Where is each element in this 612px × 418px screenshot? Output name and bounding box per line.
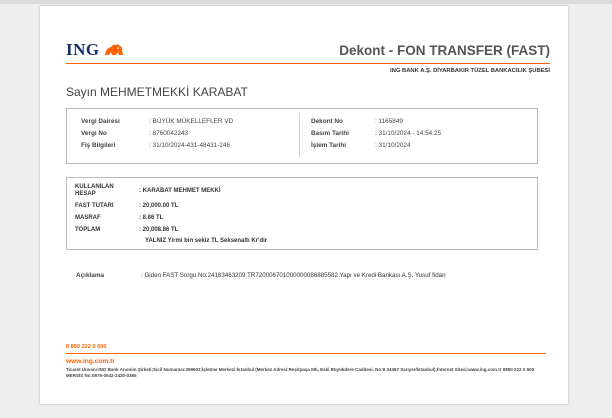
legal-text: Ticaret Ünvanı:ING Bank Anonim Şirketi;Sicil Numarası:269602;İşletme Merkezi:İstanbul (Merkez Adresi:Reşitpaşa Mh, Eski Büyükdere Caddesi, No:8 34467 Sarıyer/İstanbul);İnternet Sitesi:www.ing.com.tr 0850 222 0 600 MERSİS No:0876-0042-2430-0365 [66, 367, 535, 378]
fast-amount-label: FAST TUTARI [75, 203, 114, 209]
info-box [66, 108, 538, 164]
info-value: : 31/10/2024-431-48431-246 [149, 142, 231, 149]
fast-amount-value: : 20,000.00 TL [139, 203, 179, 209]
account-value: : KARABAT MEHMET MEKKİ [139, 188, 221, 194]
info-label: Dekont No [311, 118, 343, 125]
website-link[interactable]: www.ing.com.tr [66, 358, 115, 365]
viewer-top-bar [0, 0, 612, 4]
ing-logo-text: ING [66, 40, 100, 59]
info-value: : 1165849 [375, 118, 403, 125]
customer-greeting: Sayın MEHMETMEKKİ KARABAT [66, 85, 248, 99]
ing-logo [66, 40, 125, 60]
footer-divider [66, 353, 546, 354]
info-label: Vergi No [81, 130, 107, 137]
description-value: : Giden FAST Sorgu No:24183463209 TR720006701000000086885582 Yapı ve Kredi Bankası A.Ş. Yusuf fidan [141, 272, 446, 279]
phone-number: 0 850 222 0 600 [66, 344, 107, 350]
info-value: : 8760042243 [149, 130, 189, 137]
total-in-words: YALNIZ Yirmi bin sekiz TL Seksenaltı Kr'dir [145, 238, 268, 244]
info-label: İşlem Tarihi [311, 142, 347, 149]
description-label: Açıklama [76, 272, 105, 279]
account-label: KULLANILAN HESAP [75, 184, 114, 197]
info-label: Fiş Bilgileri [81, 142, 116, 149]
transfer-box [66, 177, 538, 250]
branch-name: ING BANK A.Ş. DİYARBAKIR TÜZEL BANKACILIK ŞUBESİ [390, 68, 550, 74]
total-label: TOPLAM [75, 227, 101, 233]
fee-value: : 8.86 TL [139, 215, 164, 221]
info-value: : 31/10/2024 - 14:54:25 [375, 130, 442, 137]
info-label: Basım Tarihi [311, 130, 349, 137]
info-value: : BÜYÜK MÜKELLEFLER VD [149, 118, 234, 125]
info-box-divider [299, 113, 300, 157]
receipt-page [40, 6, 568, 404]
document-title: Dekont - FON TRANSFER (FAST) [339, 43, 550, 58]
fee-label: MASRAF [75, 215, 101, 221]
lion-icon [103, 42, 125, 58]
info-value: : 31/10/2024 [375, 142, 411, 149]
total-value: : 20,008.86 TL [139, 227, 179, 233]
info-label: Vergi Dairesi [81, 118, 120, 125]
header-divider [66, 63, 550, 64]
